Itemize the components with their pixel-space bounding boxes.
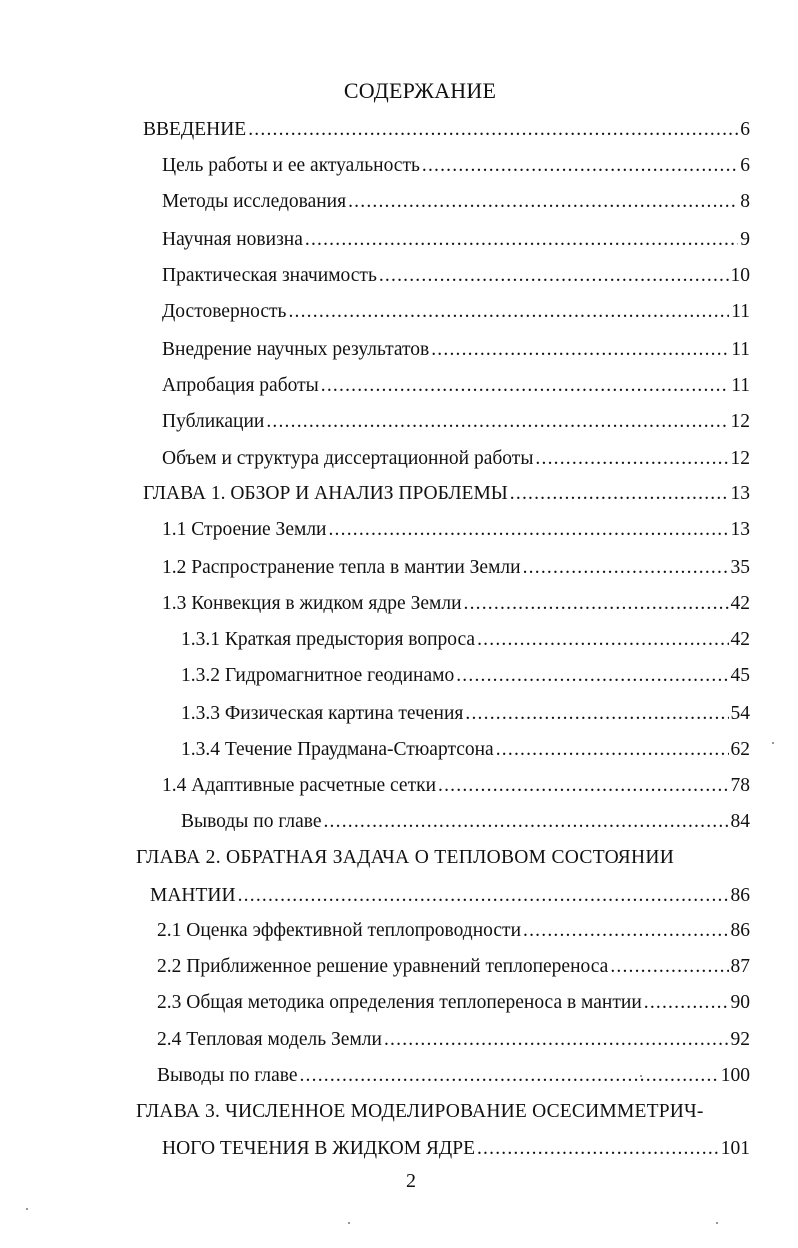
toc-entry-page: 84 — [730, 811, 750, 832]
toc-entry-label: Публикации — [162, 411, 265, 432]
dot-leader — [266, 409, 728, 435]
toc-entry-label: НОГО ТЕЧЕНИЯ В ЖИДКОМ ЯДРЕ — [162, 1138, 475, 1159]
toc-subentry[interactable] — [181, 701, 750, 727]
toc-entry-label: Выводы по главе — [157, 1065, 298, 1086]
toc-chapter-3-line1[interactable]: ГЛАВА 3. ЧИСЛЕННОЕ МОДЕЛИРОВАНИЕ ОСЕСИММЕТРИЧ- — [136, 1101, 704, 1122]
toc-chapter-2-line1[interactable]: ГЛАВА 2. ОБРАТНАЯ ЗАДАЧА О ТЕПЛОВОМ СОСТОЯНИИ — [136, 847, 675, 868]
toc-entry-page: 10 — [730, 265, 750, 286]
toc-entry-page: 87 — [730, 956, 750, 977]
dot-leader — [299, 1063, 718, 1089]
page-title: СОДЕРЖАНИЕ — [343, 78, 497, 103]
toc-entry-conclusions[interactable] — [181, 809, 750, 835]
toc-entry-page: 86 — [730, 885, 750, 906]
toc-entry[interactable] — [162, 773, 750, 799]
toc-subentry[interactable] — [181, 663, 750, 689]
toc-entry[interactable] — [162, 409, 750, 435]
toc-entry-page: 101 — [720, 1138, 750, 1159]
toc-entry[interactable] — [162, 153, 750, 179]
dot-leader — [438, 773, 728, 799]
toc-entry-label: Научная новизна — [162, 229, 303, 250]
dot-leader — [477, 1136, 719, 1162]
toc-entry-page: 8 — [740, 191, 750, 212]
dot-leader — [384, 1027, 729, 1053]
dot-leader — [422, 153, 738, 179]
dot-leader — [510, 481, 729, 507]
dot-leader — [644, 990, 729, 1016]
dot-leader — [328, 517, 728, 543]
scan-speck — [716, 1222, 718, 1224]
dot-leader — [248, 117, 738, 143]
toc-entry-label: Выводы по главе — [181, 811, 322, 832]
toc-subentry[interactable] — [181, 627, 750, 653]
toc-subentry[interactable] — [181, 737, 750, 763]
dot-leader — [305, 227, 738, 253]
toc-entry-page: 11 — [731, 339, 750, 360]
toc-entry-label: ВВЕДЕНИЕ — [143, 119, 247, 140]
toc-entry-page: 86 — [730, 920, 750, 941]
scan-speck — [26, 1208, 28, 1210]
toc-entry-page: 42 — [730, 629, 750, 650]
toc-entry-label: 2.4 Тепловая модель Земли — [157, 1029, 382, 1050]
dot-leader — [465, 701, 728, 727]
toc-entry-label: 1.1 Строение Земли — [162, 519, 327, 540]
toc-entry-label: Апробация работы — [162, 375, 319, 396]
toc-entry[interactable] — [162, 189, 750, 215]
toc-entry-label: ГЛАВА 1. ОБЗОР И АНАЛИЗ ПРОБЛЕМЫ — [143, 483, 508, 504]
dot-leader — [321, 373, 729, 399]
toc-chapter-2[interactable] — [150, 883, 750, 909]
toc-entry-page: 6 — [740, 119, 750, 140]
toc-entry-label: 2.3 Общая методика определения теплопереноса в мантии — [157, 992, 642, 1013]
toc-entry[interactable] — [162, 446, 750, 472]
toc-entry[interactable] — [162, 555, 750, 581]
toc-entry-label: 1.2 Распространение тепла в мантии Земли — [162, 557, 521, 578]
toc-entry[interactable] — [157, 1027, 750, 1053]
dot-leader — [238, 883, 729, 909]
toc-entry-page: 78 — [730, 775, 750, 796]
toc-entry-page: 45 — [730, 665, 750, 686]
toc-entry-label: 1.3.3 Физическая картина течения — [181, 703, 464, 724]
dot-leader — [477, 627, 728, 653]
toc-entry-label: 2.2 Приближенное решение уравнений теплопереноса — [157, 956, 609, 977]
toc-entry-label: 1.4 Адаптивные расчетные сетки — [162, 775, 437, 796]
toc-entry[interactable] — [162, 591, 750, 617]
dot-leader — [610, 954, 728, 980]
toc-entry-page: 100 — [720, 1065, 750, 1086]
toc-entry-label: 1.3 Конвекция в жидком ядре Земли — [162, 593, 462, 614]
toc-chapter-1[interactable] — [143, 481, 750, 507]
toc-entry-page: 42 — [730, 593, 750, 614]
toc-entry-page: 35 — [730, 557, 750, 578]
toc-entry[interactable] — [157, 918, 750, 944]
toc-entry[interactable] — [157, 954, 750, 980]
toc-entry-introduction[interactable] — [143, 117, 750, 143]
toc-entry-page: 54 — [730, 703, 750, 724]
toc-entry[interactable] — [162, 263, 750, 289]
toc-entry[interactable] — [162, 517, 750, 543]
dot-leader — [456, 663, 728, 689]
toc-entry-label: 1.3.4 Течение Праудмана-Стюартсона — [181, 739, 494, 760]
dot-leader — [323, 809, 728, 835]
toc-entry-page: 9 — [740, 229, 750, 250]
toc-entry[interactable] — [162, 373, 750, 399]
scan-speck — [640, 1075, 642, 1077]
toc-chapter-3[interactable] — [162, 1136, 750, 1162]
toc-entry-page: 62 — [730, 739, 750, 760]
toc-entry-label: Объем и структура диссертационной работы — [162, 448, 534, 469]
dot-leader — [379, 263, 729, 289]
dot-leader — [535, 446, 728, 472]
toc-entry-label: Практическая значимость — [162, 265, 377, 286]
dot-leader — [348, 189, 738, 215]
toc-entry[interactable] — [157, 990, 750, 1016]
toc-entry-page: 13 — [730, 519, 750, 540]
toc-entry-page: 90 — [730, 992, 750, 1013]
toc-entry-label: Цель работы и ее актуальность — [162, 155, 420, 176]
toc-entry-page: 6 — [740, 155, 750, 176]
toc-entry-label: 1.3.1 Краткая предыстория вопроса — [181, 629, 476, 650]
toc-entry-page: 12 — [730, 411, 750, 432]
toc-entry-page: 13 — [730, 483, 750, 504]
scan-speck — [772, 742, 774, 744]
toc-entry-page: 92 — [730, 1029, 750, 1050]
toc-entry[interactable] — [162, 337, 750, 363]
dot-leader — [464, 591, 729, 617]
dot-leader — [496, 737, 729, 763]
dot-leader — [288, 299, 729, 325]
toc-entry[interactable] — [162, 299, 750, 325]
toc-entry-label: Методы исследования — [162, 191, 347, 212]
toc-entry-label: 2.1 Оценка эффективной теплопроводности — [157, 920, 522, 941]
toc-entry-label: Достоверность — [162, 301, 287, 322]
toc-entry-label: Внедрение научных результатов — [162, 339, 430, 360]
dot-leader — [431, 337, 729, 363]
toc-entry-label: 1.3.2 Гидромагнитное геодинамо — [181, 665, 455, 686]
scan-speck — [348, 1222, 350, 1224]
dot-leader — [523, 918, 728, 944]
toc-entry-page: 11 — [731, 301, 750, 322]
toc-entry-conclusions[interactable] — [157, 1063, 750, 1089]
toc-entry-label: МАНТИИ — [150, 885, 236, 906]
toc-entry-page: 11 — [731, 375, 750, 396]
dot-leader — [523, 555, 729, 581]
page-number: 2 — [406, 1170, 416, 1192]
toc-entry[interactable] — [162, 227, 750, 253]
toc-entry-page: 12 — [730, 448, 750, 469]
